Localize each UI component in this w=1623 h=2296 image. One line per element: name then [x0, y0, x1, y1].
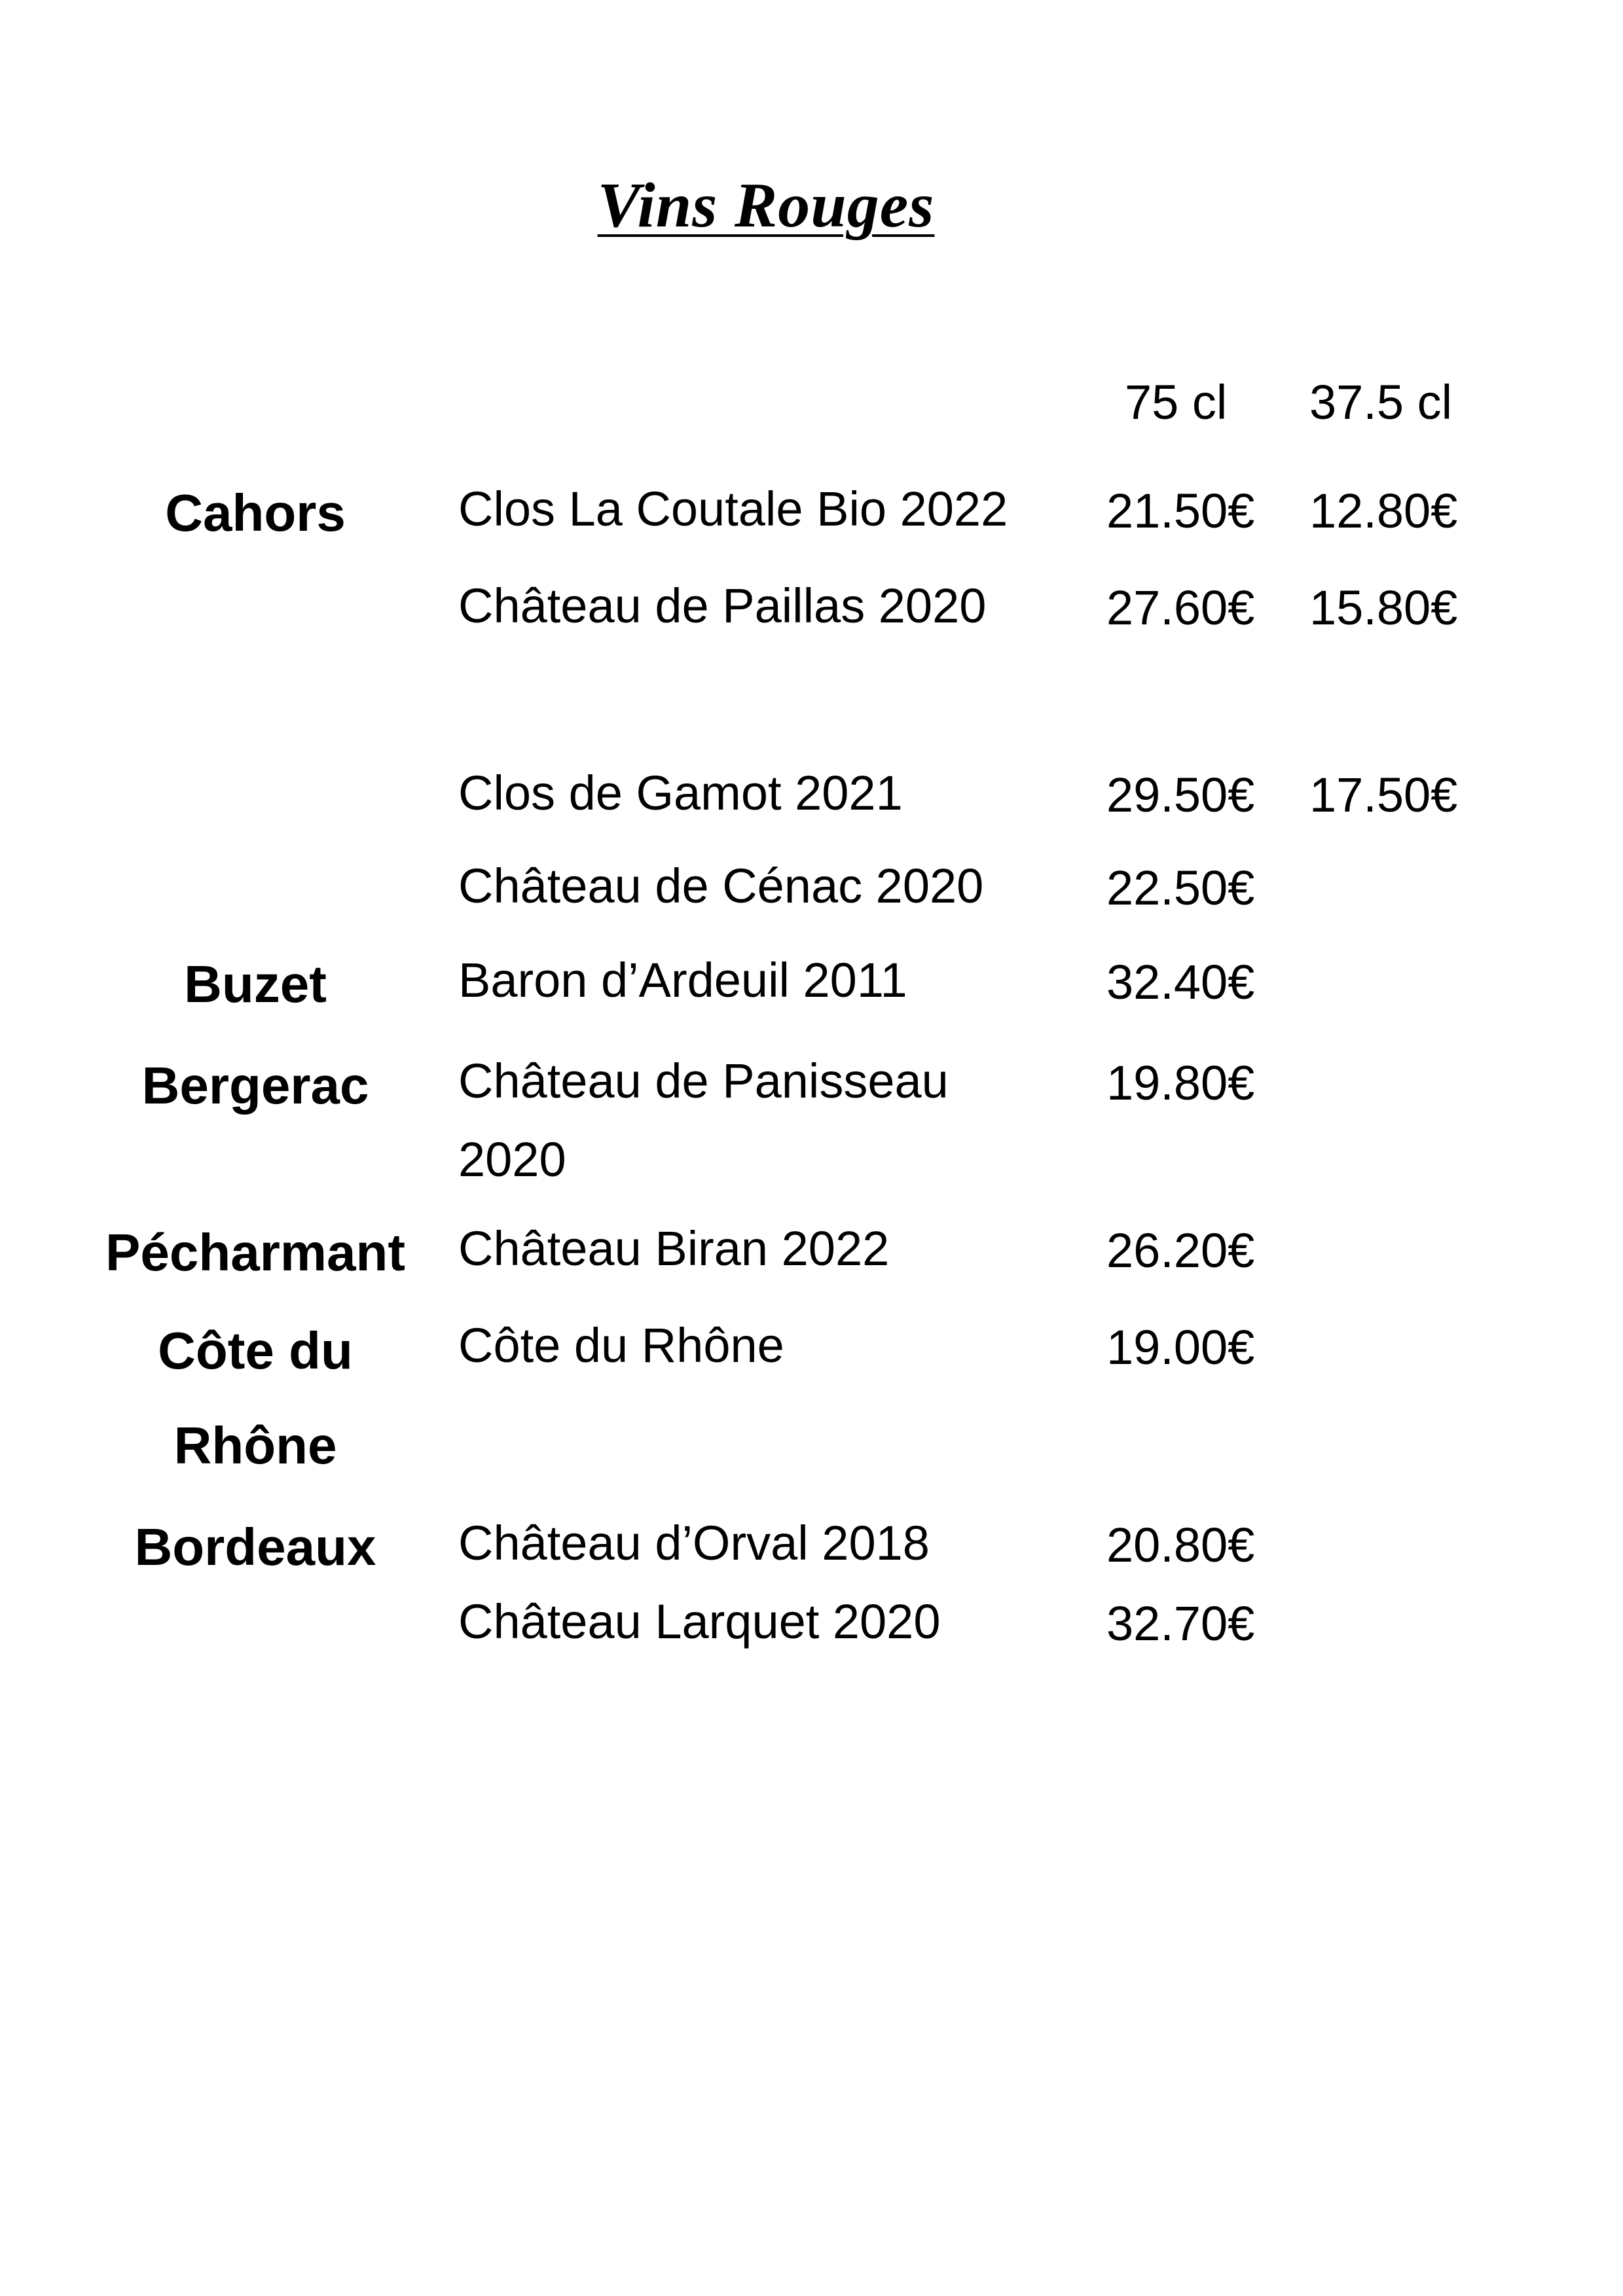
wine-name: Clos La Coutale Bio 2022: [458, 482, 1008, 536]
price-75cl: 22.50€: [1106, 861, 1255, 915]
price-75cl: 26.20€: [1106, 1223, 1255, 1278]
wine-name: Château de Cénac 2020: [458, 859, 984, 913]
price-75cl: 20.80€: [1106, 1518, 1255, 1572]
region-cote-du-rhone-line2: Rhône: [173, 1416, 337, 1475]
column-header-75cl: 75 cl: [1125, 375, 1228, 429]
wine-name: Baron d’Ardeuil 2011: [458, 953, 907, 1007]
wine-name: Château Larquet 2020: [458, 1594, 941, 1649]
wine-name: Château de Paillas 2020: [458, 579, 987, 633]
region-bergerac: Bergerac: [141, 1056, 369, 1115]
price-75cl: 29.50€: [1106, 768, 1255, 822]
price-75cl: 32.70€: [1106, 1596, 1255, 1651]
price-75cl: 32.40€: [1106, 955, 1255, 1009]
price-75cl: 19.00€: [1106, 1320, 1255, 1374]
region-bordeaux: Bordeaux: [134, 1518, 376, 1576]
region-pecharmant: Pécharmant: [105, 1223, 405, 1282]
page-title: Vins Rouges: [597, 170, 935, 241]
price-37-5cl: 15.80€: [1309, 581, 1458, 635]
wine-name-line1: Château de Panisseau: [458, 1054, 949, 1108]
price-75cl: 21.50€: [1106, 484, 1255, 538]
column-header-37-5cl: 37.5 cl: [1309, 375, 1453, 429]
region-buzet: Buzet: [184, 955, 327, 1013]
wine-name: Clos de Gamot 2021: [458, 766, 903, 820]
wine-name: Côte du Rhône: [458, 1318, 784, 1372]
price-37-5cl: 17.50€: [1309, 768, 1458, 822]
region-cote-du-rhone-line1: Côte du: [158, 1321, 353, 1380]
wine-name-line2: 2020: [458, 1132, 566, 1187]
wine-name: Château Biran 2022: [458, 1221, 890, 1276]
region-cahors: Cahors: [165, 484, 346, 542]
price-75cl: 19.80€: [1106, 1056, 1255, 1110]
price-75cl: 27.60€: [1106, 581, 1255, 635]
price-37-5cl: 12.80€: [1309, 484, 1458, 538]
wine-name: Château d’Orval 2018: [458, 1516, 930, 1570]
